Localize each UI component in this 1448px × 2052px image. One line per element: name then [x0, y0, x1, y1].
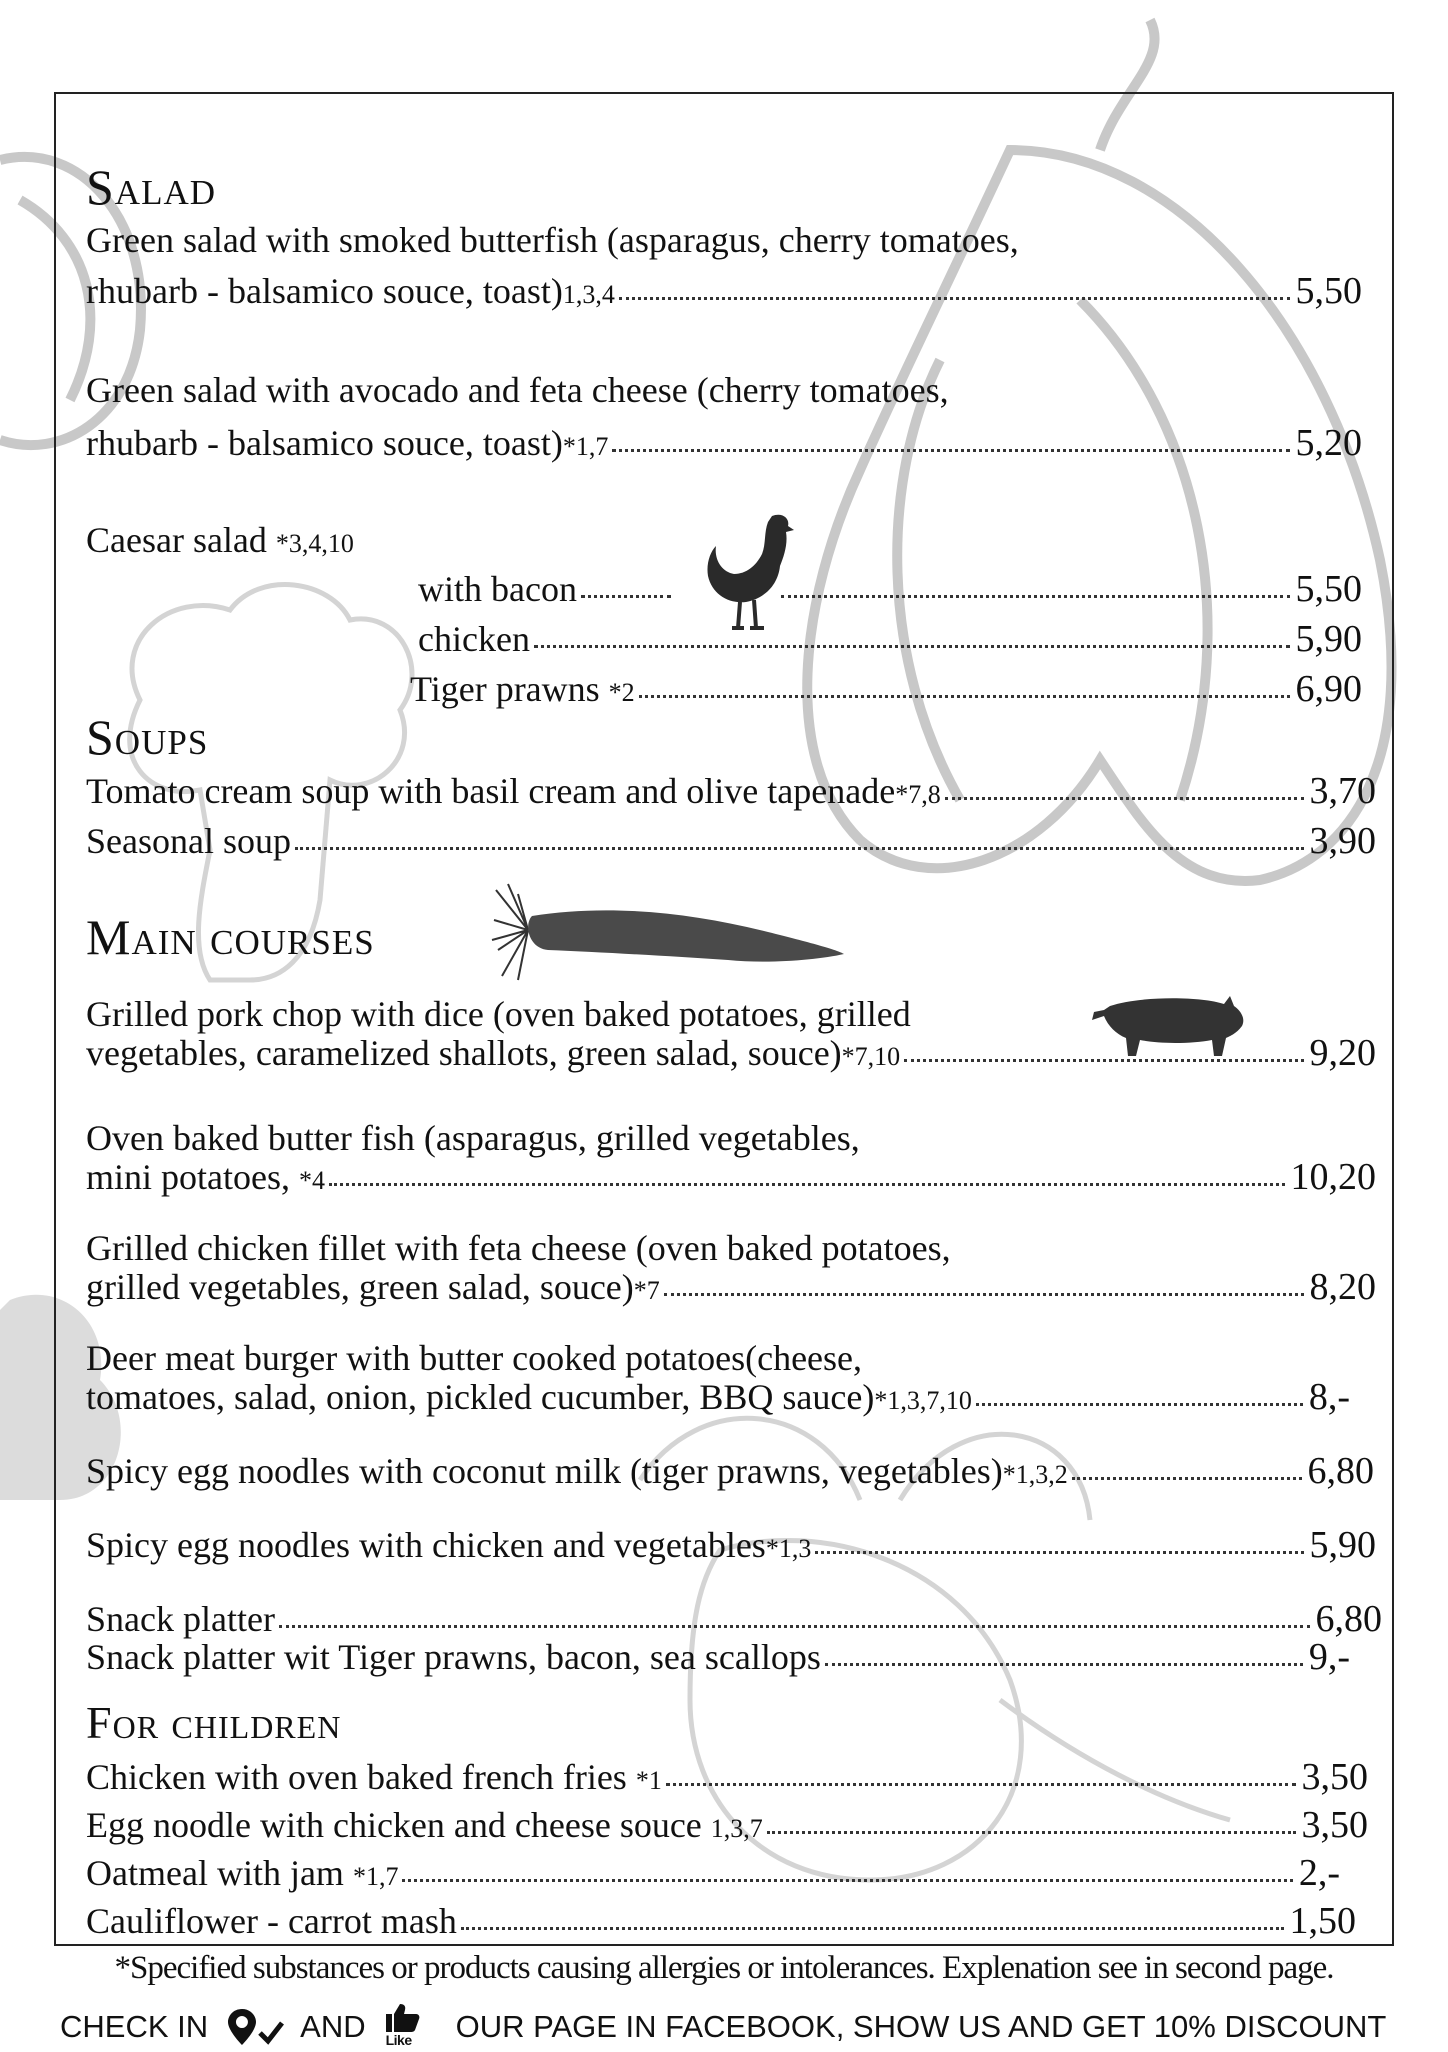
carrot-silhouette-icon	[488, 880, 848, 990]
allergy-footnote: *Specified substances or products causing allergies or intolerances. Explenation see in second page.	[114, 1950, 1334, 1986]
menu-item-row	[86, 822, 1376, 860]
price: 3,90	[1309, 820, 1376, 862]
price: 2,-	[1298, 1852, 1340, 1894]
dot-leader	[612, 449, 1289, 452]
price: 5,50	[1295, 270, 1362, 312]
allergen-note: *7,10	[841, 1042, 901, 1071]
caesar-salad-line	[86, 522, 354, 558]
children-item-name: Egg noodle with chicken and cheese souce	[86, 1805, 702, 1845]
menu-item-row	[86, 1758, 1368, 1796]
price: 8,-	[1308, 1376, 1350, 1418]
main-2-line1: Oven baked butter fish (asparagus, grilled vegetables,	[86, 1118, 860, 1158]
dot-leader	[619, 297, 1290, 300]
main-1-line1: Grilled pork chop with dice (oven baked potatoes, grilled	[86, 994, 911, 1034]
allergen-note: *1,3,7,10	[874, 1386, 972, 1415]
salad-1-line2: rhubarb - balsamico souce, toast)	[86, 271, 563, 311]
price: 3,50	[1301, 1756, 1368, 1798]
allergen-note: 1,3,7	[710, 1814, 763, 1843]
price: 5,20	[1295, 422, 1362, 464]
menu-item-row	[86, 772, 1376, 810]
price: 6,90	[1295, 668, 1362, 710]
menu-item-row	[86, 1452, 1374, 1490]
promo-text: OUR PAGE IN FACEBOOK, SHOW US AND GET 10% DISCOUNT	[455, 2009, 1387, 2044]
section-title-for-children: For children	[86, 1697, 342, 1748]
children-item-name: Chicken with oven baked french fries	[86, 1757, 627, 1797]
dot-leader	[639, 695, 1290, 698]
section-title-salad: Salad	[86, 159, 217, 215]
allergen-note: *1,7	[562, 432, 609, 461]
menu-item-row	[86, 1378, 1350, 1416]
dot-leader	[279, 1625, 1310, 1628]
facebook-promo	[60, 2002, 1400, 2052]
caesar-variant-name: with bacon	[418, 569, 577, 609]
main-item-name: Snack platter wit Tiger prawns, bacon, sea scallops	[86, 1637, 821, 1677]
caesar-variant-name: Tiger prawns	[410, 669, 600, 709]
price: 9,20	[1309, 1032, 1376, 1074]
price: 6,80	[1315, 1598, 1382, 1640]
dot-leader	[767, 1831, 1296, 1834]
main-3-line2: grilled vegetables, green salad, souce)	[86, 1267, 634, 1307]
main-4-line2: tomatoes, salad, onion, pickled cucumber, BBQ sauce)	[86, 1377, 875, 1417]
price: 5,90	[1295, 618, 1362, 660]
menu-item-row	[86, 272, 1362, 310]
menu-item-row	[86, 1806, 1368, 1844]
dot-leader	[825, 1663, 1303, 1666]
dot-leader	[976, 1403, 1303, 1406]
and-label: AND	[300, 2009, 366, 2044]
caesar-salad-name: Caesar salad	[86, 520, 267, 560]
dot-leader	[295, 847, 1304, 850]
salad-1-line1: Green salad with smoked butterfish (asparagus, cherry tomatoes,	[86, 220, 1019, 260]
section-title-soups: Soups	[86, 709, 209, 765]
price: 1,50	[1289, 1900, 1356, 1942]
allergen-note: *7,8	[895, 780, 941, 809]
section-title-main-courses: Main courses	[86, 909, 375, 965]
price: 5,50	[1295, 568, 1362, 610]
menu-item-row	[86, 1034, 1376, 1072]
dot-leader	[945, 797, 1304, 800]
check-in-label: CHECK IN	[60, 2009, 209, 2044]
dot-leader	[329, 1183, 1285, 1186]
location-pin-icon	[226, 2007, 286, 2047]
allergen-note: *1	[635, 1766, 662, 1795]
price: 8,20	[1309, 1266, 1376, 1308]
main-4-line1: Deer meat burger with butter cooked potatoes(cheese,	[86, 1338, 863, 1378]
menu-item-row	[418, 570, 1362, 608]
menu-item-row	[410, 670, 1362, 708]
allergen-note: *2	[608, 678, 635, 707]
children-item-name: Cauliflower - carrot mash	[86, 1901, 457, 1941]
allergen-note: 1,3,4	[562, 280, 615, 309]
allergen-note: *1,3,2	[1002, 1460, 1068, 1489]
dot-leader	[904, 1059, 1303, 1062]
menu-item-row	[86, 1600, 1382, 1638]
dot-leader	[815, 1551, 1303, 1554]
dot-leader	[461, 1927, 1284, 1930]
salad-2-line1: Green salad with avocado and feta cheese (cherry tomatoes,	[86, 370, 949, 410]
dot-leader	[1072, 1477, 1302, 1480]
menu-item-row	[86, 1638, 1350, 1676]
main-1-line2: vegetables, caramelized shallots, green salad, souce)	[86, 1033, 842, 1073]
children-item-name: Oatmeal with jam	[86, 1853, 344, 1893]
main-item-name: Spicy egg noodles with coconut milk (tiger prawns, vegetables)	[86, 1451, 1003, 1491]
allergen-note: *1,3	[765, 1534, 812, 1563]
allergen-note: *7	[633, 1276, 660, 1305]
caesar-variant-name: chicken	[418, 619, 530, 659]
menu-item-row	[86, 1854, 1340, 1892]
price: 3,70	[1309, 770, 1376, 812]
main-item-name: Spicy egg noodles with chicken and vegetables	[86, 1525, 766, 1565]
price: 10,20	[1290, 1156, 1376, 1198]
allergen-note: *3,4,10	[275, 529, 354, 558]
menu-item-row	[86, 424, 1362, 462]
main-item-name: Snack platter	[86, 1599, 275, 1639]
menu-item-row	[86, 1902, 1356, 1940]
menu-item-row	[86, 1268, 1376, 1306]
allergen-note: *1,7	[352, 1862, 399, 1891]
like-label: Like	[385, 2032, 412, 2048]
dot-leader	[402, 1879, 1292, 1882]
thumbs-up-like-icon	[380, 2002, 424, 2052]
dot-leader	[666, 1783, 1296, 1786]
price: 9,-	[1308, 1636, 1350, 1678]
menu-item-row	[86, 1158, 1376, 1196]
dot-leader	[664, 1293, 1304, 1296]
dot-leader	[534, 645, 1290, 648]
price: 6,80	[1307, 1450, 1374, 1492]
soup-name: Tomato cream soup with basil cream and olive tapenade	[86, 771, 896, 811]
soup-name: Seasonal soup	[86, 821, 291, 861]
dot-leader	[781, 595, 1290, 598]
salad-2-line2: rhubarb - balsamico souce, toast)	[86, 423, 563, 463]
menu-item-row	[86, 1526, 1376, 1564]
price: 5,90	[1309, 1524, 1376, 1566]
dot-leader	[581, 595, 671, 598]
allergen-note: *4	[298, 1166, 325, 1195]
thumbs-up-glyph	[384, 2002, 420, 2032]
price: 3,50	[1301, 1804, 1368, 1846]
menu-item-row	[418, 620, 1362, 658]
main-2-line2: mini potatoes,	[86, 1157, 290, 1197]
main-3-line1: Grilled chicken fillet with feta cheese (oven baked potatoes,	[86, 1228, 951, 1268]
